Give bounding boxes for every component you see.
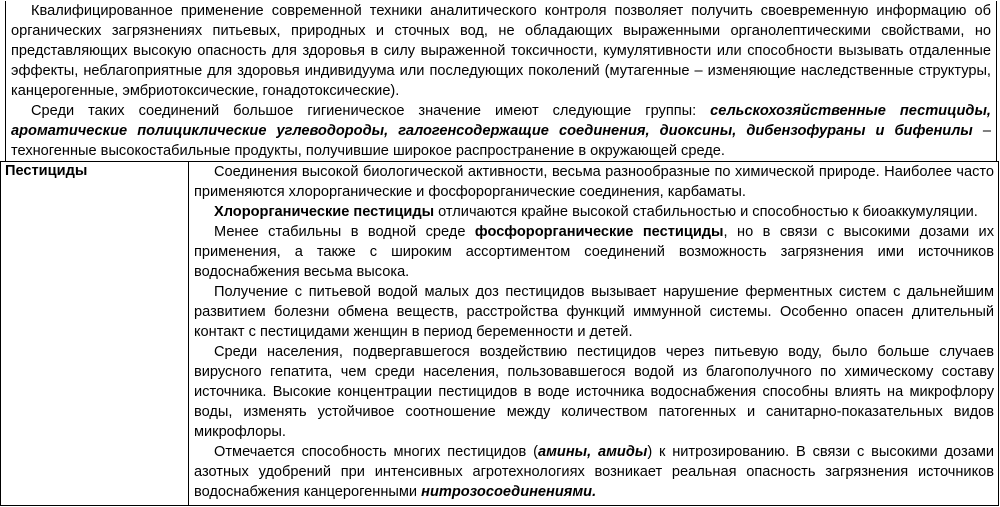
intro-paragraph-1 — [6, 1, 996, 101]
pesticides-p6-b: ) к нитрозированию. В связи с высокими дозами азотных удобрений при интенсивных агротехнологиях возникает реальная опасность загрязнения источников водоснабжения канцерогенными — [194, 444, 995, 500]
pesticides-p3-b: , но в связи с высокими дозами их применения, а также с широким ассортиментом соединений возможность загрязнения ими источников водоснабжения весьма высока. — [194, 224, 994, 280]
pesticides-content — [194, 162, 994, 502]
nitroso-compounds-term: нитрозосоединениями. — [421, 484, 597, 500]
pesticides-p2-text: отличаются крайне высокой стабильностью и способностью к биоаккумуляции. — [438, 204, 978, 220]
intro-section — [5, 1, 997, 161]
pesticides-paragraph-3 — [194, 222, 994, 282]
intro-paragraph-2 — [6, 101, 996, 161]
pesticides-paragraph-5 — [194, 342, 994, 442]
pesticides-paragraph-6 — [194, 442, 994, 502]
pesticides-p5-text: Среди населения, подвергавшегося воздействию пестицидов через питьевую воду, было больше случаев вирусного гепатита, чем среди населения, пользовавшегося водой из благополучного по химическому составу источника. Высокие концентрации пестицидов в воде источника водоснабжения способны влиять на микрофлору воды, изменять устойчивое соотношение между количеством патогенных и санитарно-показательных видов микрофлоры. — [194, 344, 994, 440]
pesticides-paragraph-2 — [194, 202, 994, 222]
intro-p2-groups: сельскохозяйственные пестициды, ароматические полициклические углеводороды, галогенсодержащие соединения, диоксины, дибензофураны и бифенилы — [11, 103, 991, 139]
pesticides-p3-a: Менее стабильны в водной среде — [214, 224, 466, 240]
intro-p2-tail: – техногенные высокостабильные продукты, получившие широкое распространение в окружающей среде. — [11, 123, 991, 159]
pesticides-p1-text: Соединения высокой биологической активности, весьма разнообразные по химической природе. Наиболее часто применяются хлорорганические и фосфорорганические соединения, карбаматы. — [194, 164, 994, 200]
pesticides-table-row — [0, 161, 999, 506]
intro-p2-text: Среди таких соединений большое гигиеническое значение имеют следующие группы: — [31, 103, 697, 119]
organophosphorus-term: фосфорорганические пестициды — [474, 224, 724, 240]
organochlorine-term: Хлорорганические пестициды — [214, 204, 435, 220]
row-label-pesticides: Пестициды — [5, 163, 88, 179]
pesticides-p4-text: Получение с питьевой водой малых доз пестицидов вызывает нарушение ферментных систем с дальнейшим развитием болезни обмена веществ, расстройства функций иммунной системы. Особенно опасен длительный контакт с пестицидами женщин в период беременности и детей. — [194, 284, 994, 340]
intro-p1-text: Квалифицированное применение современной техники аналитического контроля позволяет получить своевременную информацию об органических загрязнениях питьевых, природных и сточных вод, не обладающих выраженными органолептическими свойствами, но представляющих высокую опасность для здоровья в силу выраженной токсичности, кумулятивности или способности вызывать отдаленные эффекты, неблагоприятные для здоровья индивидуума или последующих поколений (мутагенные – изменяющие наследственные структуры, канцерогенные, эмбриотоксические, гонадотоксические). — [11, 3, 991, 99]
amines-amides-term: амины, амиды — [538, 444, 648, 460]
pesticides-p6-a: Отмечается способность многих пестицидов ( — [214, 444, 538, 460]
column-divider — [188, 162, 189, 505]
pesticides-paragraph-4 — [194, 282, 994, 342]
pesticides-paragraph-1 — [194, 162, 994, 202]
